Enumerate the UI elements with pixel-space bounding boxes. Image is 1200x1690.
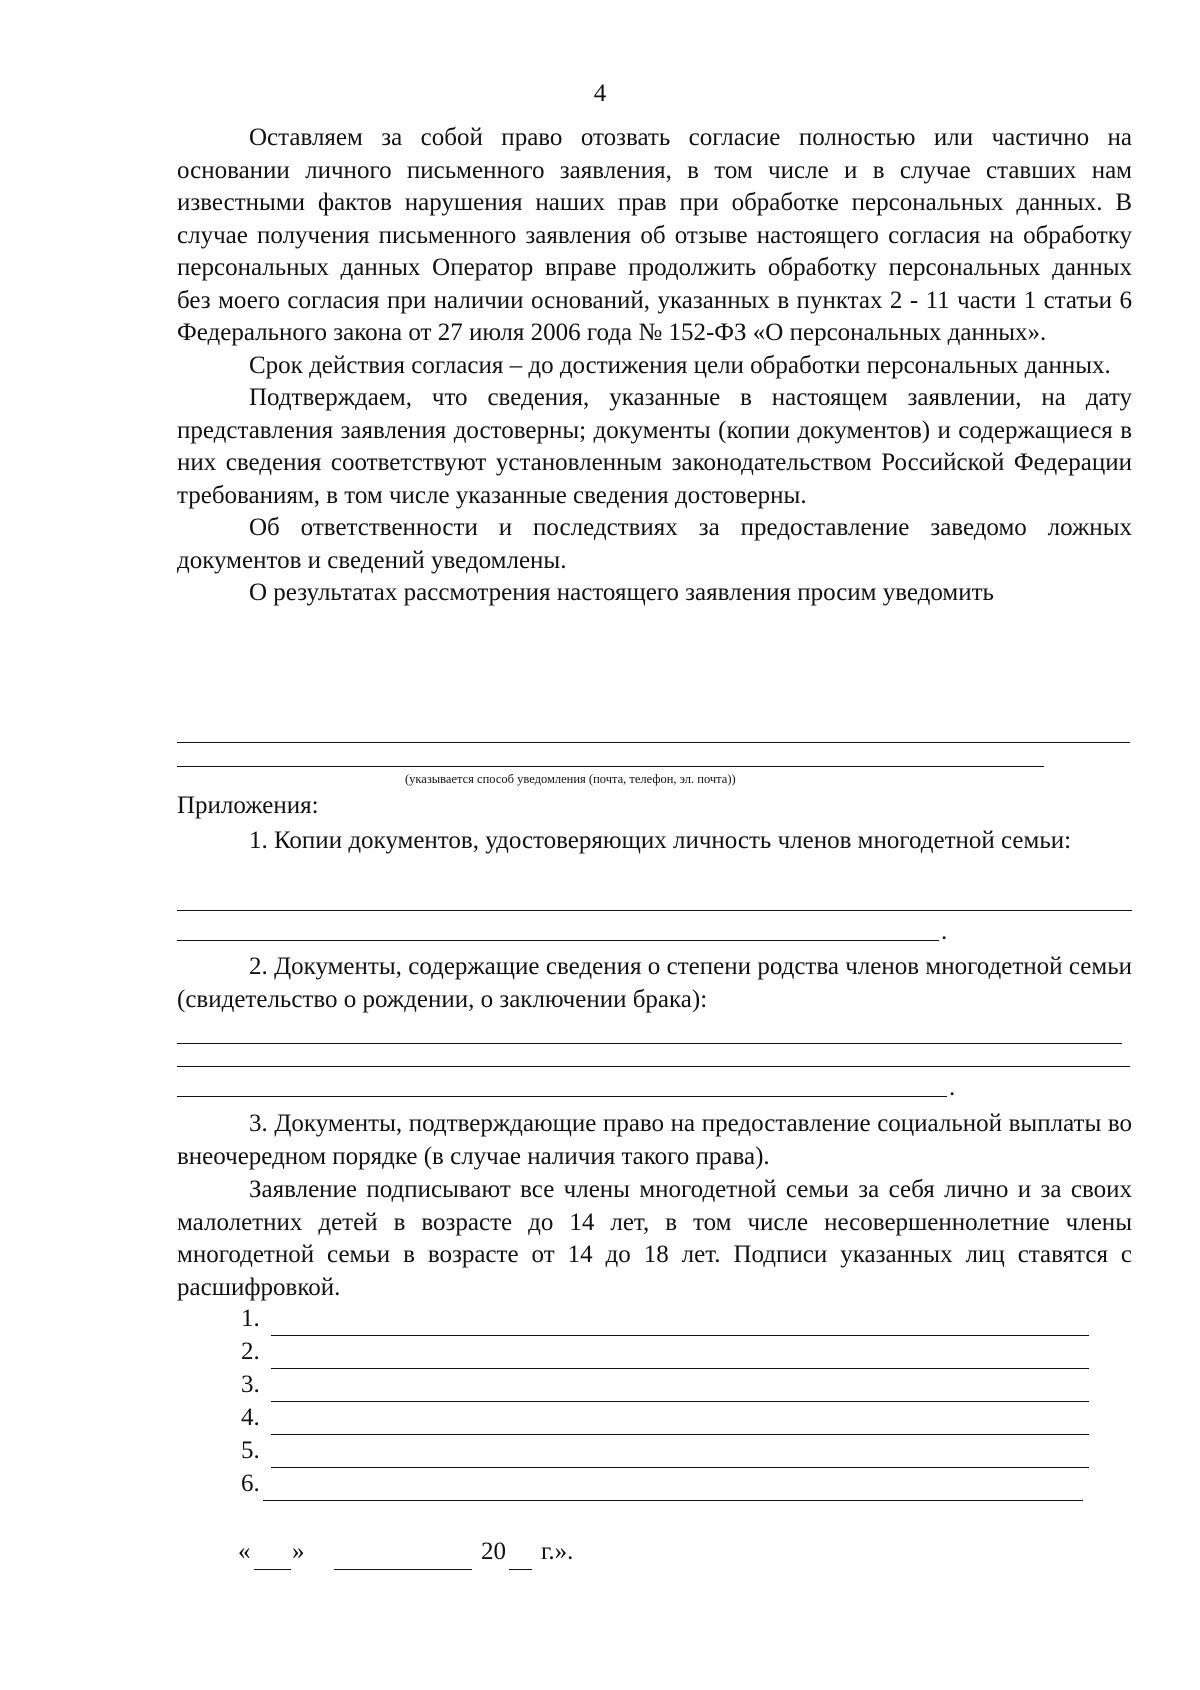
attachment-2-period: . <box>949 1074 956 1101</box>
date-line <box>238 1538 658 1572</box>
date-day-field[interactable] <box>254 1569 291 1570</box>
signing-note-text: Заявление подписывают все члены многодетной семьи за себя лично и за своих малолетних детей в возрасте до 14 лет, в том числе несовершеннолетние члены многодетной семьи в возрасте от 14 до 18 лет. Подписи указанных лиц ставятся с расшифровкой. <box>177 1176 1132 1301</box>
attachment-2-line-3[interactable] <box>177 1096 947 1097</box>
attachment-2-line-2[interactable] <box>177 1066 1130 1067</box>
paragraph-withdrawal-right: Оставляем за собой право отозвать согласие полностью или частично на основании личного письменного заявления, в том числе и в случае ставших нам известными фактов нарушения наших прав при обработке персональных данных. В случае получения письменного заявления об отзыве настоящего согласия на обработку персональных данных Оператор вправе продолжить обработку персональных данных без моего согласия при наличии оснований, указанных в пунктах 2 - 11 части 1 статьи 6 Федерального закона от 27 июля 2006 года № 152-ФЗ «О персональных данных». <box>177 124 1132 346</box>
signature-row-2 <box>241 1338 1081 1370</box>
signature-line[interactable] <box>271 1401 1089 1402</box>
attachment-3-text: 3. Документы, подтверждающие право на предоставление социальной выплаты во внеочередном порядке (в случае наличия такого права). <box>177 1110 1132 1170</box>
attachment-1-line-1[interactable] <box>177 910 1132 911</box>
page-number: 4 <box>593 80 607 107</box>
signature-row-5 <box>241 1437 1081 1469</box>
signature-row-4 <box>241 1404 1081 1436</box>
date-close-quote: » <box>292 1538 305 1565</box>
signature-number: 1. <box>241 1305 260 1332</box>
attachment-2-line-1[interactable] <box>177 1043 1122 1044</box>
signature-row-1 <box>241 1305 1081 1337</box>
signature-row-6 <box>241 1470 1081 1502</box>
signing-note <box>177 1174 1132 1304</box>
date-year-field[interactable] <box>509 1569 532 1570</box>
attachment-2-text: 2. Документы, содержащие сведения о степени родства членов многодетной семьи (свидетельство о рождении, о заключении брака): <box>177 953 1132 1013</box>
signature-line[interactable] <box>271 1467 1089 1468</box>
signature-line[interactable] <box>271 1368 1089 1369</box>
signature-row-3 <box>241 1371 1081 1403</box>
attachment-1 <box>177 825 1132 858</box>
signature-number: 3. <box>241 1371 260 1398</box>
notification-method-line-1[interactable] <box>177 742 1130 743</box>
attachment-1-text: 1. Копии документов, удостоверяющих личность членов многодетной семьи: <box>249 827 1072 854</box>
paragraph-notify-request: О результатах рассмотрения настоящего заявления просим уведомить <box>249 579 994 606</box>
signature-number: 5. <box>241 1437 260 1464</box>
notification-method-line-2[interactable] <box>177 766 1044 767</box>
attachment-1-line-2[interactable] <box>177 940 939 941</box>
date-year-suffix: г.». <box>541 1538 574 1565</box>
signature-line[interactable] <box>271 1434 1089 1435</box>
attachment-3 <box>177 1108 1132 1173</box>
date-open-quote: « <box>238 1538 251 1565</box>
signature-number: 2. <box>241 1338 260 1365</box>
date-month-field[interactable] <box>334 1569 472 1570</box>
paragraph-responsibility: Об ответственности и последствиях за предоставление заведомо ложных документов и сведений уведомлены. <box>177 514 1132 574</box>
signature-number: 4. <box>241 1404 260 1431</box>
date-year-prefix: 20 <box>481 1538 506 1565</box>
notification-method-hint: (указывается способ уведомления (почта, телефон, эл. почта)) <box>405 772 736 786</box>
attachment-2 <box>177 951 1132 1016</box>
signature-number: 6. <box>241 1470 260 1497</box>
signature-line[interactable] <box>271 1335 1089 1336</box>
attachment-1-period: . <box>941 918 948 945</box>
attachments-title: Приложения: <box>177 792 319 819</box>
paragraph-confirmation: Подтверждаем, что сведения, указанные в настоящем заявлении, на дату представления заявления достоверны; документы (копии документов) и содержащиеся в них сведения соответствуют установленным законодательством Российской Федерации требованиям, в том числе указанные сведения достоверны. <box>177 384 1132 509</box>
paragraph-consent-term: Срок действия согласия – до достижения цели обработки персональных данных. <box>249 351 1111 379</box>
consent-text-block <box>177 122 1132 610</box>
signature-line[interactable] <box>263 1500 1083 1501</box>
